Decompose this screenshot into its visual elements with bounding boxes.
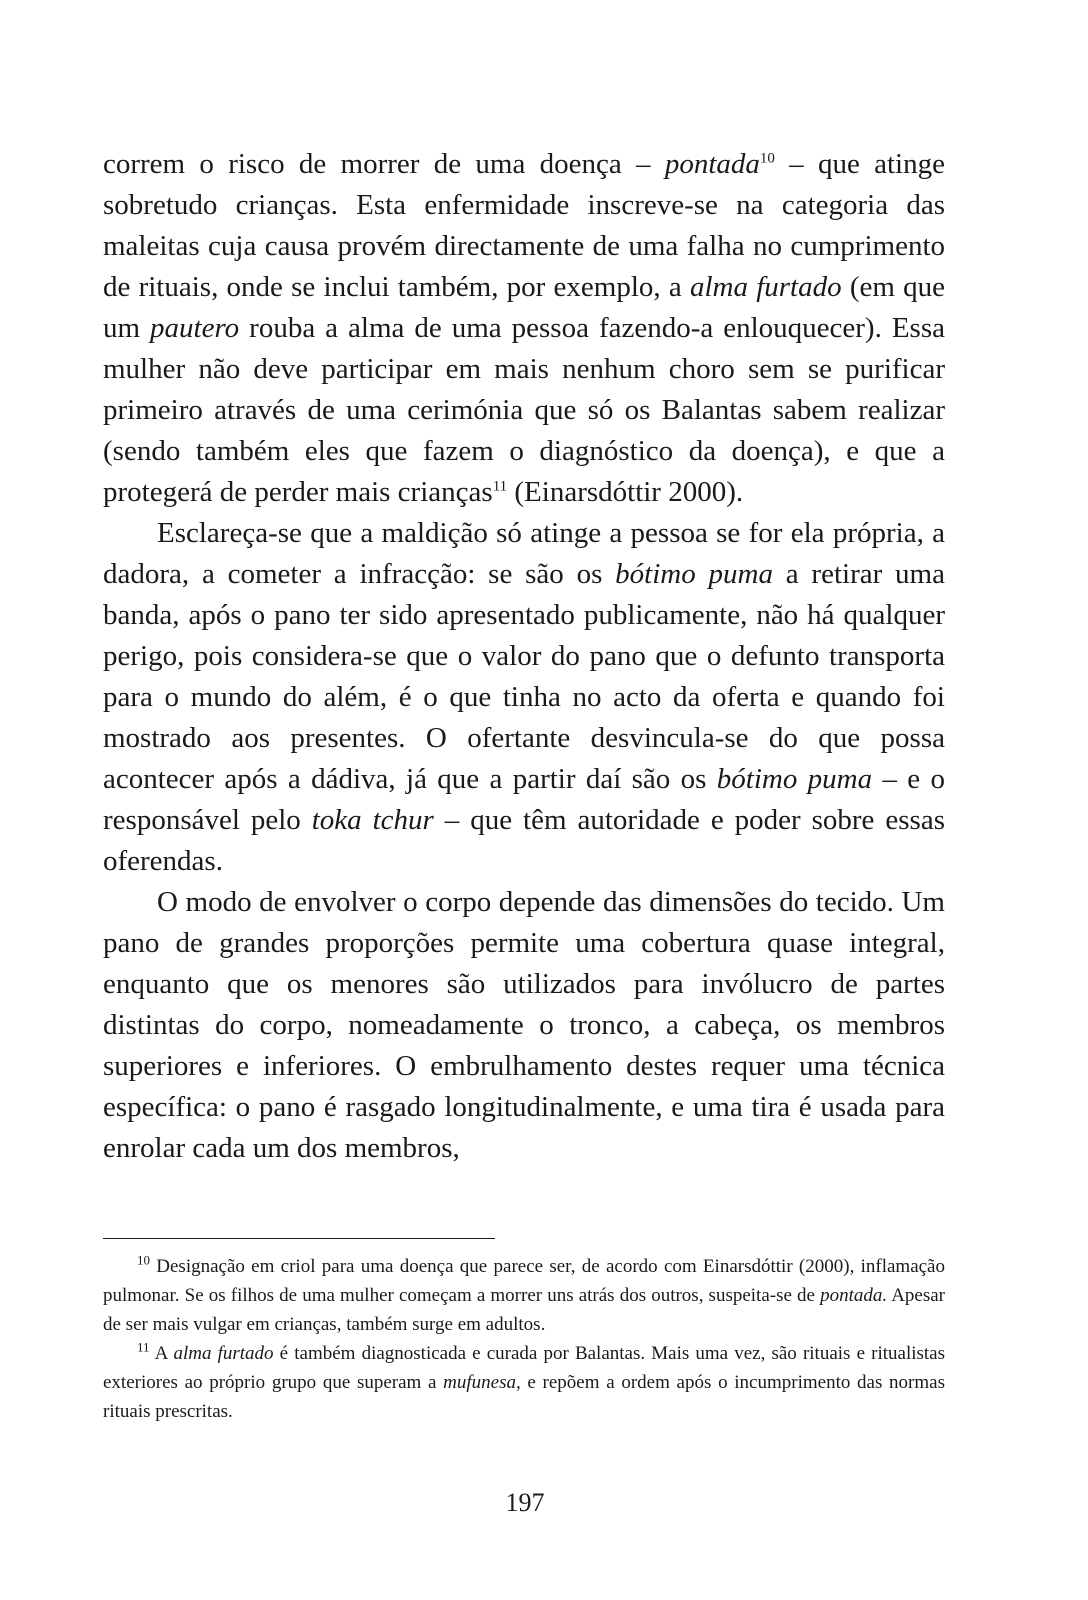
italic-term: pautero (150, 312, 240, 344)
text-run: O modo de envolver o corpo depende das dimensões do tecido. Um pano de grandes proporções permite uma cobertura quase integral, enquanto que os menores são utilizados para invólucro de partes distintas do corpo, nomeadamente o tronco, a cabeça, os membros superiores e inferiores. O embrulhamento destes requer uma técnica específica: o pano é rasgado longitudinalmente, e uma tira é usada para enrolar cada um dos membros, (103, 886, 945, 1164)
text-run: (em que um (103, 271, 945, 344)
text-run: – e o responsável pelo (103, 763, 946, 836)
text-run: correm o risco de morrer de uma doença – (103, 148, 665, 180)
italic-term: mufunesa, (443, 1372, 521, 1393)
text-run: e repõem a ordem após o incumprimento das normas rituais prescritas. (103, 1372, 945, 1422)
text-run: Designação em criol para uma doença que parece ser, de acordo com Einarsdóttir (2000), inflamação pulmonar. Se os filhos de uma mulher começam a morrer uns atrás dos outros, suspeita-se de (103, 1256, 945, 1306)
text-run: – que atinge sobretudo crianças. Esta enfermidade inscreve-se na categoria das maleitas cuja causa provém directamente de uma falha no cumprimento de rituais, onde se inclui também, por exemplo, a (103, 148, 945, 303)
page-number: 197 (505, 1488, 545, 1517)
footnote (103, 1339, 945, 1426)
footnote-reference: 11 (137, 1339, 150, 1355)
footnote (103, 1252, 945, 1339)
footnotes (103, 1252, 945, 1426)
text-run: a retirar uma banda, após o pano ter sido apresentado publicamente, não há qualquer perigo, pois considera-se que o valor do pano que o defunto transporta para o mundo do além, é o que tinha no acto da oferta e quando foi mostrado aos presentes. O ofertante desvincula-se do que possa acontecer após a dádiva, já que a partir daí são os (103, 558, 945, 795)
paragraph (103, 144, 945, 513)
italic-term: alma furtado (173, 1343, 274, 1364)
italic-term: bótimo puma (716, 763, 873, 795)
text-run: – que têm autoridade e poder sobre essas oferendas. (103, 804, 945, 877)
main-text (103, 144, 945, 1169)
footnote-reference: 10 (759, 150, 775, 167)
italic-term: pontada (664, 148, 760, 180)
text-run: Esclareça-se que a maldição só atinge a pessoa se for ela própria, a dadora, a cometer a infracção: se são os (103, 517, 945, 590)
paragraph (103, 513, 945, 882)
italic-term: alma furtado (689, 271, 842, 303)
italic-term: bótimo puma (615, 558, 773, 590)
footnote-reference: 10 (137, 1252, 150, 1268)
footnote-separator (103, 1238, 495, 1239)
text-run: (Einarsdóttir 2000). (507, 476, 744, 508)
footnote-reference: 11 (492, 478, 508, 495)
paragraph (103, 882, 945, 1169)
text-run: A (149, 1343, 174, 1364)
text-run: é também diagnosticada e curada por Balantas. Mais uma vez, são rituais e ritualistas exteriores ao próprio grupo que superam a (103, 1343, 946, 1393)
text-run: rouba a alma de uma pessoa fazendo-a enlouquecer). Essa mulher não deve participar em mais nenhum choro sem se purificar primeiro através de uma cerimónia que só os Balantas sabem realizar (sendo também eles que fazem o diagnóstico da doença), e que a protegerá de perder mais crianças (103, 312, 945, 508)
italic-term: pontada. (820, 1285, 888, 1306)
text-run: Apesar de ser mais vulgar em crianças, também surge em adultos. (103, 1285, 945, 1335)
italic-term: toka tchur (311, 804, 434, 836)
